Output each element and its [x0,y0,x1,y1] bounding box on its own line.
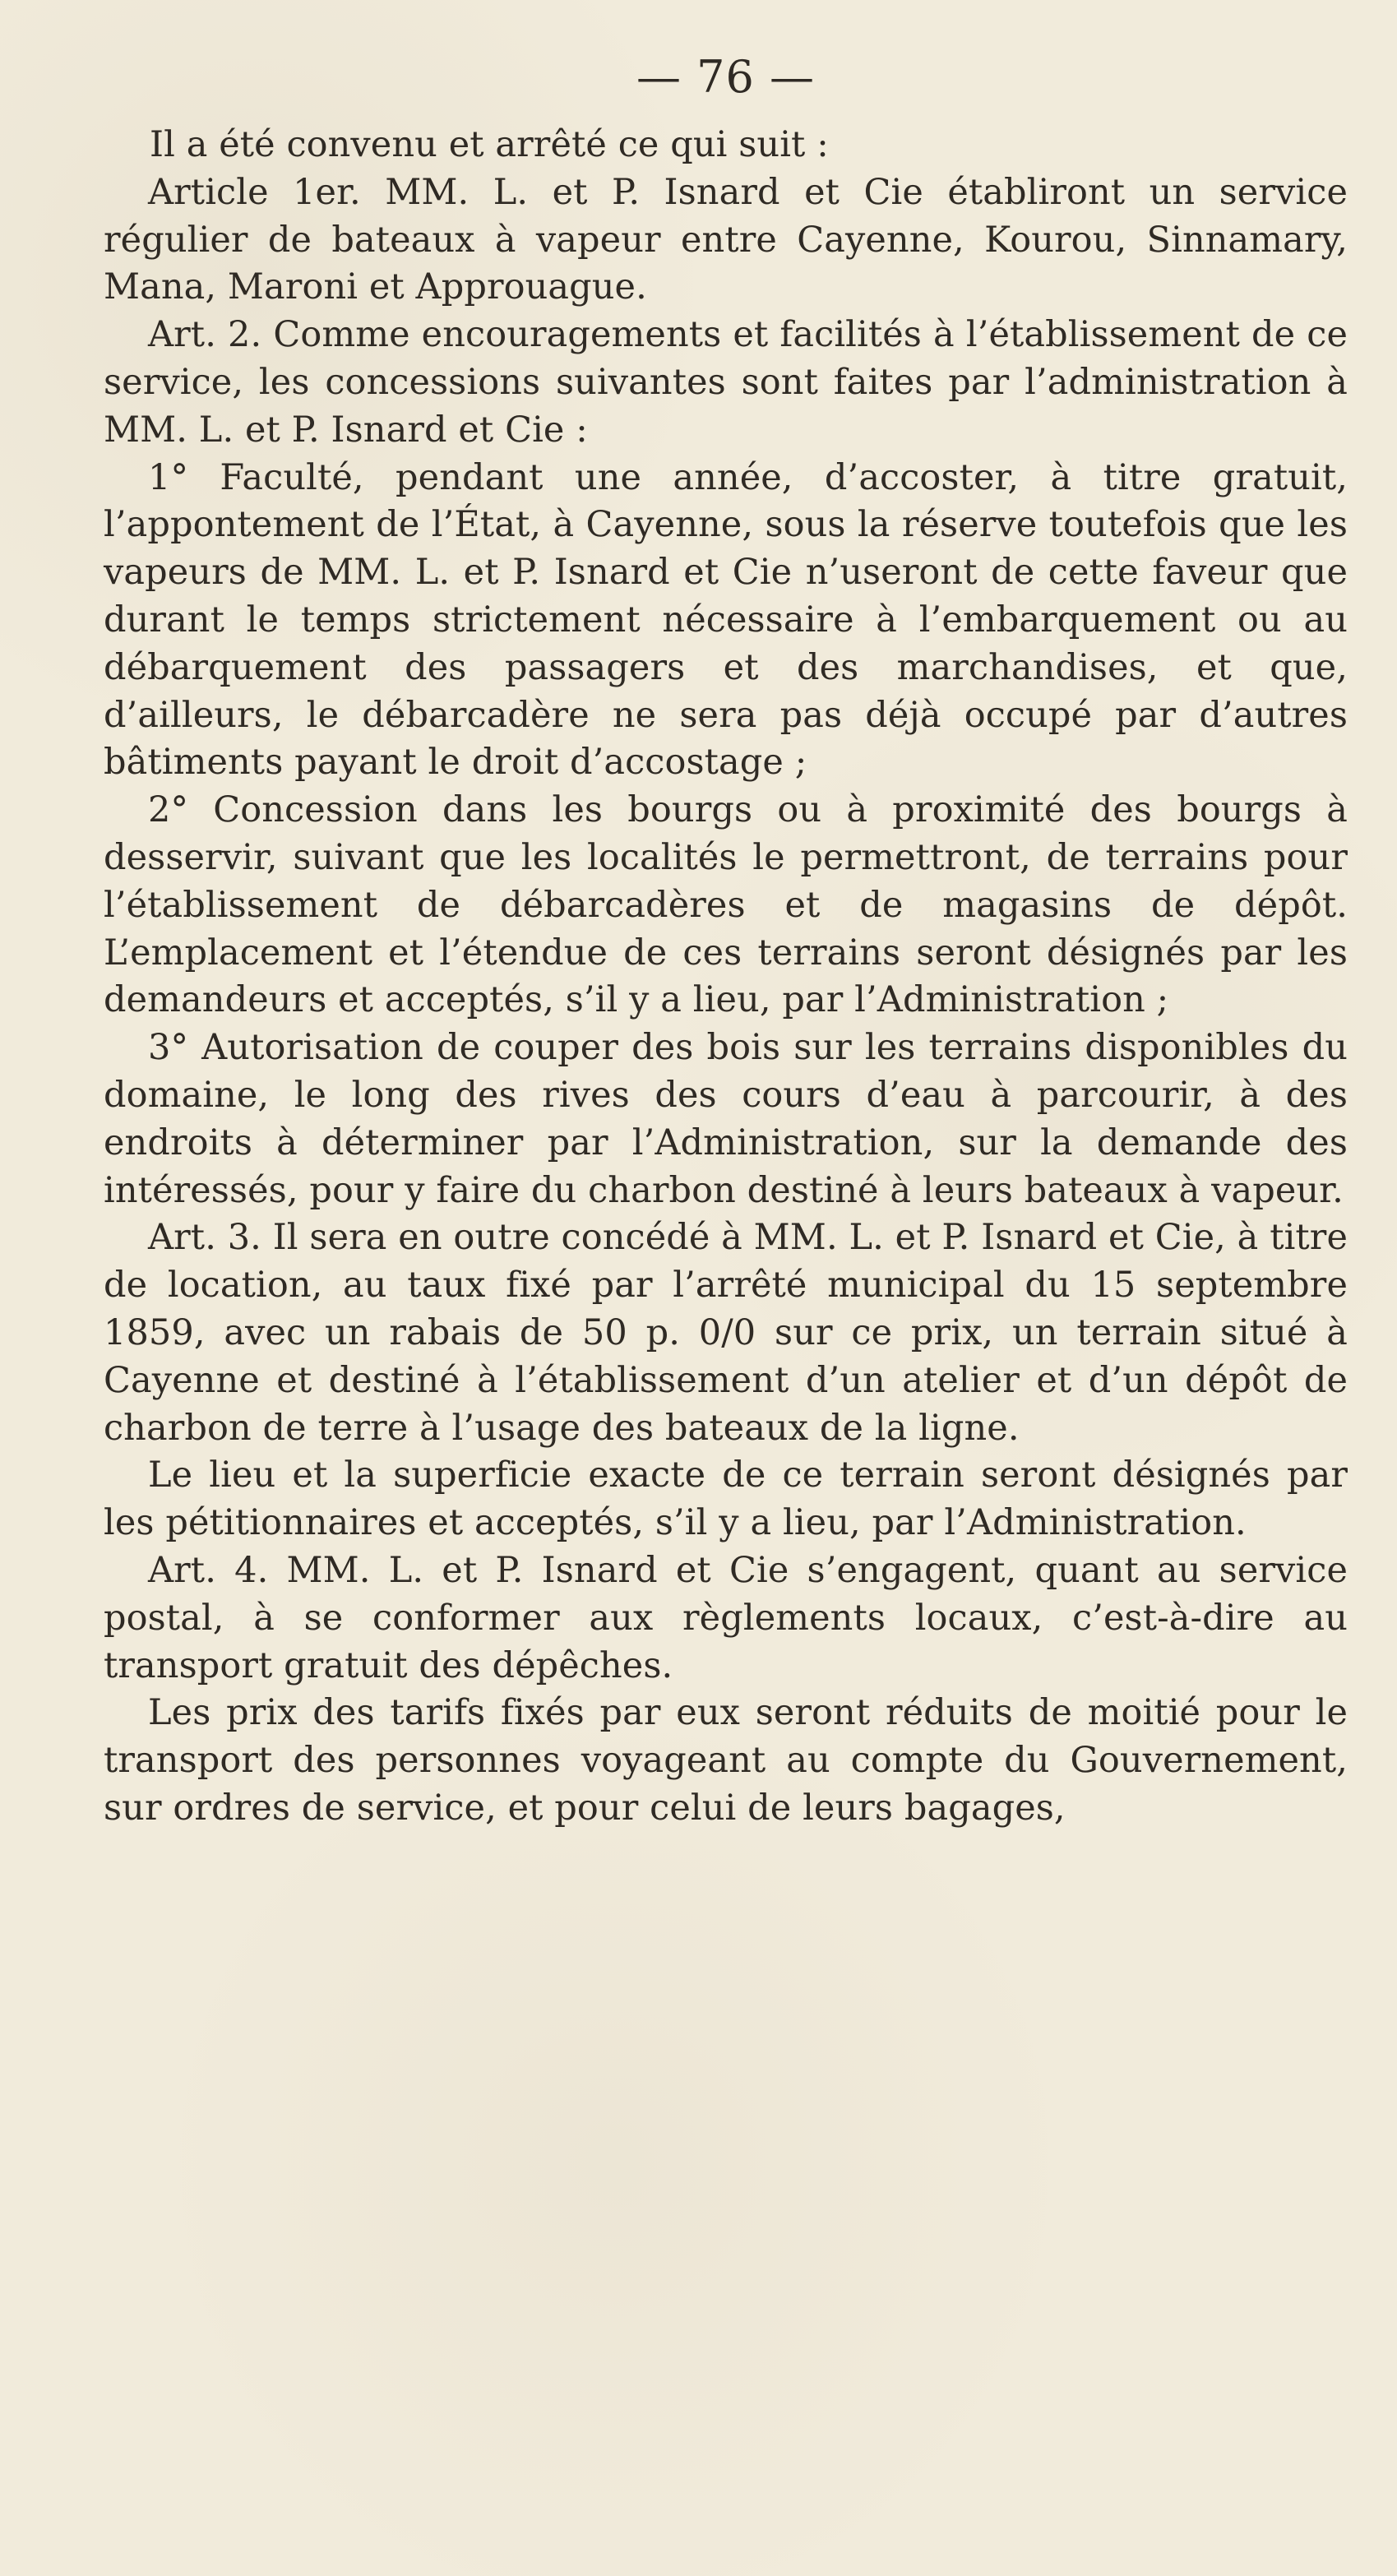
page-number: — 76 — [636,51,816,103]
paragraph-terrain-location: Le lieu et la superficie exacte de ce terrain seront désignés par les pétitionnaires et acceptés, s’il y a lieu, par l’Administration. [104,1454,1348,1544]
document-body [104,122,1348,1833]
paragraph-item-1: 1° Faculté, pendant une année, d’accoster, à titre gratuit, l’appontement de l’État, à Cayenne, sous la réserve toutefois que les vapeurs de MM. L. et P. Isnard et Cie n’useront de cette faveur que durant le temps strictement nécessaire à l’embarquement ou au débarquement des passagers et des marchandises, et que, d’ailleurs, le débarcadère ne sera pas déjà occupé par d’autres bâtiments payant le droit d’accostage ; [104,456,1348,784]
paragraph-article-3: Art. 3. Il sera en outre concédé à MM. L. et P. Isnard et Cie, à titre de location, au taux fixé par l’arrêté municipal du 15 septembre 1859, avec un rabais de 50 p. 0/0 sur ce prix, un terrain situé à Cayenne et destiné à l’établissement d’un atelier et d’un dépôt de charbon de terre à l’usage des bateaux de la ligne. [104,1217,1348,1449]
paragraph-article-2: Art. 2. Comme encouragements et facilités à l’établissement de ce service, les concessions suivantes sont faites par l’administration à MM. L. et P. Isnard et Cie : [104,314,1348,451]
paragraph-item-2: 2° Concession dans les bourgs ou à proximité des bourgs à desservir, suivant que les localités le permettront, de terrains pour l’établissement de débarcadères et de magasins de dépôt. L’emplacement et l’étendue de ces terrains seront désignés par les demandeurs et acceptés, s’il y a lieu, par l’Administration ; [104,789,1348,1021]
paragraph-intro: Il a été convenu et arrêté ce qui suit : [150,124,829,165]
paragraph-item-3: 3° Autorisation de couper des bois sur les terrains disponibles du domaine, le long des rives des cours d’eau à parcourir, à des endroits à déterminer par l’Administration, sur la demande des intéressés, pour y faire du charbon destiné à leurs bateaux à vapeur. [104,1027,1348,1211]
paragraph-article-1: Article 1er. MM. L. et P. Isnard et Cie établiront un service régulier de bateaux à vapeur entre Cayenne, Kourou, Sinnamary, Mana, Maroni et Approuague. [104,171,1348,308]
paragraph-tarifs: Les prix des tarifs fixés par eux seront réduits de moitié pour le transport des personnes voyageant au compte du Gouvernement, sur ordres de service, et pour celui de leurs bagages, [104,1692,1348,1829]
paragraph-article-4: Art. 4. MM. L. et P. Isnard et Cie s’engagent, quant au service postal, à se conformer aux règlements locaux, c’est-à-dire au transport gratuit des dépêches. [104,1549,1348,1686]
